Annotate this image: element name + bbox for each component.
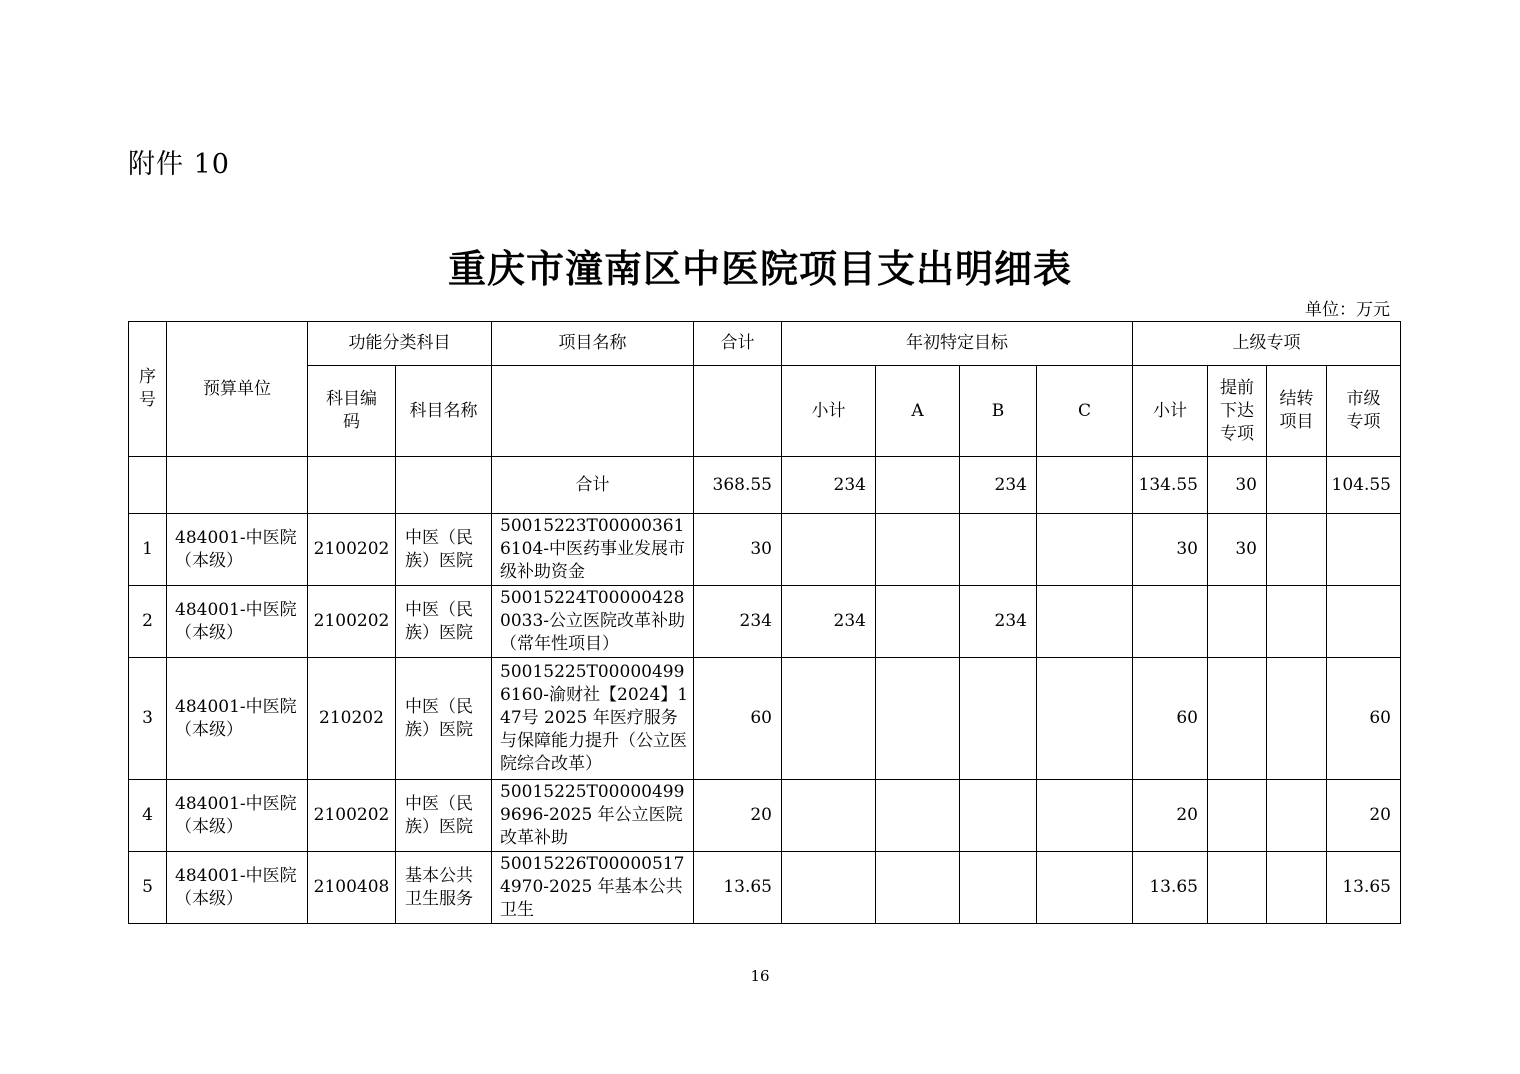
row-budget-unit: 484001-中医院（本级） xyxy=(167,586,308,658)
row-subject-name: 中医（民族）医院 xyxy=(396,514,492,586)
row-c xyxy=(1037,852,1133,924)
row-a xyxy=(876,658,960,780)
header-a: A xyxy=(876,366,960,457)
header-carryover: 结转项目 xyxy=(1267,366,1327,457)
row-municipal: 60 xyxy=(1327,658,1401,780)
row-c xyxy=(1037,658,1133,780)
row-subject-name: 中医（民族）医院 xyxy=(396,586,492,658)
total-municipal: 104.55 xyxy=(1327,457,1401,514)
row-total: 30 xyxy=(694,514,782,586)
total-empty-name xyxy=(396,457,492,514)
total-empty-seq xyxy=(129,457,167,514)
table-row xyxy=(129,586,1401,658)
row-budget-unit: 484001-中医院（本级） xyxy=(167,852,308,924)
total-annual-subtotal: 234 xyxy=(782,457,876,514)
row-superior-subtotal: 60 xyxy=(1133,658,1208,780)
row-advance: 30 xyxy=(1208,514,1267,586)
total-empty-unit xyxy=(167,457,308,514)
expenditure-table xyxy=(128,321,1401,924)
row-superior-subtotal: 30 xyxy=(1133,514,1208,586)
row-project-name: 50015226T000005174970-2025 年基本公共卫生 xyxy=(492,852,694,924)
row-municipal xyxy=(1327,514,1401,586)
total-superior-subtotal: 134.55 xyxy=(1133,457,1208,514)
row-annual-subtotal xyxy=(782,658,876,780)
table-row xyxy=(129,514,1401,586)
table-row xyxy=(129,658,1401,780)
header-advance-special: 提前下达专项 xyxy=(1208,366,1267,457)
total-a xyxy=(876,457,960,514)
row-seq: 2 xyxy=(129,586,167,658)
header-subject-code: 科目编码 xyxy=(308,366,396,457)
header-func-class: 功能分类科目 xyxy=(308,322,492,366)
row-a xyxy=(876,514,960,586)
row-project-name: 50015225T000004996160-渝财社【2024】147号 2025 年医疗服务与保障能力提升（公立医院综合改革） xyxy=(492,658,694,780)
attachment-label: 附件 10 xyxy=(128,149,230,180)
row-seq: 1 xyxy=(129,514,167,586)
header-project-name: 项目名称 xyxy=(492,322,694,366)
total-row xyxy=(129,457,1401,514)
row-c xyxy=(1037,586,1133,658)
table-row xyxy=(129,780,1401,852)
page-number: 16 xyxy=(750,967,770,985)
row-carryover xyxy=(1267,852,1327,924)
header-annual-subtotal: 小计 xyxy=(782,366,876,457)
total-b: 234 xyxy=(960,457,1037,514)
row-budget-unit: 484001-中医院（本级） xyxy=(167,658,308,780)
row-seq: 4 xyxy=(129,780,167,852)
row-advance xyxy=(1208,852,1267,924)
unit-label: 单位：万元 xyxy=(1305,300,1390,320)
total-carryover xyxy=(1267,457,1327,514)
row-b xyxy=(960,780,1037,852)
row-subject-code: 210202 xyxy=(308,658,396,780)
row-subject-code: 2100202 xyxy=(308,586,396,658)
row-subject-code: 2100202 xyxy=(308,514,396,586)
row-municipal xyxy=(1327,586,1401,658)
header-subject-name: 科目名称 xyxy=(396,366,492,457)
row-b xyxy=(960,658,1037,780)
row-c xyxy=(1037,780,1133,852)
row-a xyxy=(876,586,960,658)
total-advance: 30 xyxy=(1208,457,1267,514)
row-total: 13.65 xyxy=(694,852,782,924)
total-amount: 368.55 xyxy=(694,457,782,514)
header-row-1 xyxy=(129,322,1401,366)
total-empty-code xyxy=(308,457,396,514)
row-advance xyxy=(1208,780,1267,852)
row-carryover xyxy=(1267,658,1327,780)
header-superior-special: 上级专项 xyxy=(1133,322,1401,366)
row-project-name: 50015223T000003616104-中医药事业发展市级补助资金 xyxy=(492,514,694,586)
row-subject-code: 2100202 xyxy=(308,780,396,852)
table-row xyxy=(129,852,1401,924)
header-seq: 序号 xyxy=(129,322,167,457)
header-empty-total xyxy=(694,366,782,457)
page-title: 重庆市潼南区中医院项目支出明细表 xyxy=(447,247,1072,291)
row-project-name: 50015224T000004280033-公立医院改革补助（常年性项目） xyxy=(492,586,694,658)
row-superior-subtotal xyxy=(1133,586,1208,658)
row-superior-subtotal: 20 xyxy=(1133,780,1208,852)
header-budget-unit: 预算单位 xyxy=(167,322,308,457)
row-seq: 3 xyxy=(129,658,167,780)
row-annual-subtotal xyxy=(782,514,876,586)
row-carryover xyxy=(1267,586,1327,658)
header-c: C xyxy=(1037,366,1133,457)
row-subject-code: 2100408 xyxy=(308,852,396,924)
row-subject-name: 基本公共卫生服务 xyxy=(396,852,492,924)
total-label: 合计 xyxy=(492,457,694,514)
row-b xyxy=(960,852,1037,924)
row-advance xyxy=(1208,586,1267,658)
header-superior-subtotal: 小计 xyxy=(1133,366,1208,457)
row-a xyxy=(876,852,960,924)
row-b: 234 xyxy=(960,586,1037,658)
row-total: 60 xyxy=(694,658,782,780)
header-municipal-special: 市级专项 xyxy=(1327,366,1401,457)
row-carryover xyxy=(1267,514,1327,586)
row-total: 20 xyxy=(694,780,782,852)
row-subject-name: 中医（民族）医院 xyxy=(396,658,492,780)
row-carryover xyxy=(1267,780,1327,852)
header-empty-project xyxy=(492,366,694,457)
row-subject-name: 中医（民族）医院 xyxy=(396,780,492,852)
row-seq: 5 xyxy=(129,852,167,924)
row-advance xyxy=(1208,658,1267,780)
row-municipal: 13.65 xyxy=(1327,852,1401,924)
row-a xyxy=(876,780,960,852)
row-total: 234 xyxy=(694,586,782,658)
row-municipal: 20 xyxy=(1327,780,1401,852)
row-superior-subtotal: 13.65 xyxy=(1133,852,1208,924)
row-b xyxy=(960,514,1037,586)
row-budget-unit: 484001-中医院（本级） xyxy=(167,780,308,852)
header-annual-target: 年初特定目标 xyxy=(782,322,1133,366)
row-annual-subtotal xyxy=(782,780,876,852)
row-budget-unit: 484001-中医院（本级） xyxy=(167,514,308,586)
total-c xyxy=(1037,457,1133,514)
header-row-2 xyxy=(129,366,1401,457)
row-c xyxy=(1037,514,1133,586)
header-b: B xyxy=(960,366,1037,457)
header-total: 合计 xyxy=(694,322,782,366)
row-annual-subtotal: 234 xyxy=(782,586,876,658)
row-annual-subtotal xyxy=(782,852,876,924)
row-project-name: 50015225T000004999696-2025 年公立医院改革补助 xyxy=(492,780,694,852)
